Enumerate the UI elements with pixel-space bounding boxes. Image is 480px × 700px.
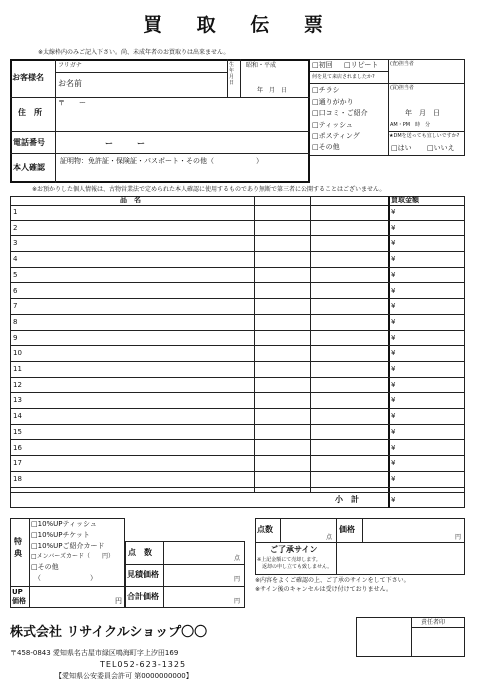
company-name: 株式会社 リサイクルショップ〇〇: [10, 625, 208, 640]
special-option-other[interactable]: □ その他: [31, 563, 59, 572]
visit-option-referral[interactable]: □ 口コミ・ご紹介: [312, 109, 368, 118]
item-row[interactable]: [10, 252, 465, 268]
repeat-visit-checkbox[interactable]: □ リピート: [344, 61, 378, 70]
item-row-number: 10: [13, 349, 22, 358]
items-header-name: 品 名: [120, 196, 141, 204]
item-row-number: 7: [13, 302, 18, 311]
points-field[interactable]: [165, 543, 231, 562]
responsible-seal-field[interactable]: [413, 629, 463, 655]
item-row-yen: ¥: [391, 302, 396, 311]
item-row-yen: ¥: [391, 270, 396, 279]
item-row-number: 9: [13, 333, 18, 342]
special-option-tissue[interactable]: □ 10%UPティッシュ: [31, 520, 97, 529]
name-field[interactable]: [90, 74, 225, 96]
item-row-number: 4: [13, 255, 18, 264]
subtotal-field[interactable]: [395, 494, 461, 506]
item-row[interactable]: [10, 472, 465, 488]
item-row-number: 13: [13, 396, 22, 405]
dm-yes-checkbox[interactable]: □ はい: [391, 144, 412, 153]
item-row[interactable]: [10, 378, 465, 394]
visit-option-posting[interactable]: □ ポスティング: [312, 132, 360, 141]
estimate-label: 見積価格: [127, 570, 159, 579]
item-row-yen: ¥: [391, 317, 396, 326]
document-title: 買 取 伝 票: [143, 14, 337, 36]
up-price-field[interactable]: [31, 588, 113, 606]
count-label: 点数: [257, 525, 273, 534]
item-row-yen: ¥: [391, 412, 396, 421]
item-row-number: 8: [13, 317, 18, 326]
item-row-number: 14: [13, 412, 22, 421]
birth-label: 生年月日: [229, 62, 235, 86]
item-row[interactable]: [10, 268, 465, 284]
item-row[interactable]: [10, 441, 465, 457]
item-row-yen: ¥: [391, 459, 396, 468]
item-row-number: 16: [13, 443, 22, 452]
first-visit-checkbox[interactable]: □ 初回: [312, 61, 333, 70]
points-label: 点 数: [128, 548, 152, 557]
item-row-number: 2: [13, 223, 18, 232]
birth-ymd: 年 月 日: [257, 87, 288, 94]
special-option-referral-card[interactable]: □ 10%UPご紹介カード: [31, 542, 105, 551]
item-row-yen: ¥: [391, 349, 396, 358]
company-address: 〒458-0843 愛知県名古屋市緑区鳴海町字上汐田169: [10, 649, 179, 657]
item-row-yen: ¥: [391, 223, 396, 232]
special-option-members-card[interactable]: □ メンバーズカード（ 円）: [31, 553, 114, 560]
item-row-number: 17: [13, 459, 22, 468]
company-license: 【愛知県公安委員会許可 第0000000000】: [55, 672, 193, 680]
item-row[interactable]: [10, 331, 465, 347]
buyer-label: (買)担当者: [390, 85, 414, 91]
top-notice: ※太線枠内のみご記入下さい。尚、未成年者のお買取りは出来ません。: [38, 49, 230, 56]
item-row[interactable]: [10, 346, 465, 362]
up-price-label: UP価格: [12, 588, 26, 605]
dm-no-checkbox[interactable]: □ いいえ: [427, 144, 455, 153]
summary-note-1: ※内容をよくご確認の上、ご了承のサインをして下さい。: [255, 577, 410, 584]
subtotal-yen: ¥: [391, 496, 396, 504]
item-row-yen: ¥: [391, 208, 396, 216]
item-row-number: 6: [13, 286, 18, 295]
count-unit: 点: [326, 534, 333, 541]
phone-field[interactable]: [57, 133, 307, 151]
item-row-number: 12: [13, 380, 22, 389]
item-row[interactable]: [10, 221, 465, 237]
id-check-label: 本人確認: [13, 163, 45, 172]
item-row[interactable]: [10, 425, 465, 441]
customer-name-label: お客様名: [12, 73, 44, 82]
summary-note-2: ※サイン後のキャンセルは受け付けておりません。: [255, 586, 392, 593]
total-label: 合計価格: [127, 592, 159, 601]
postal-code: 〒 ー: [58, 99, 86, 107]
item-row[interactable]: [10, 315, 465, 331]
count-field[interactable]: [282, 520, 322, 540]
consent-signature-field[interactable]: [338, 544, 463, 573]
furigana-label: フリガナ: [58, 62, 82, 69]
item-row[interactable]: [10, 299, 465, 315]
up-price-unit: 円: [115, 597, 122, 605]
address-label: 住 所: [18, 108, 42, 117]
id-proof-text: 証明物：免許証・保険証・パスポート・その他（ ）: [60, 157, 263, 165]
address-field[interactable]: [57, 109, 307, 129]
name-sub-label: お名前: [58, 79, 82, 88]
consent-note-2: 返却の申し立ても致しません。: [262, 564, 333, 570]
item-row-yen: ¥: [391, 380, 396, 389]
item-row-number: 5: [13, 270, 18, 279]
staff-block: [388, 59, 465, 156]
item-row-number: 18: [13, 474, 22, 483]
item-row-yen: ¥: [391, 239, 396, 248]
visit-option-passing[interactable]: □ 通りがかり: [312, 98, 354, 107]
item-row-yen: ¥: [391, 333, 396, 342]
visit-option-flyer[interactable]: □ チラシ: [312, 86, 340, 95]
item-row-number: 3: [13, 239, 18, 248]
item-row-number: 11: [13, 365, 22, 373]
company-tel: TEL052-623-1325: [100, 660, 187, 669]
visit-option-tissue[interactable]: □ ティッシュ: [312, 121, 353, 130]
item-row-yen: ¥: [391, 427, 396, 436]
special-option-ticket[interactable]: □ 10%UPチケット: [31, 531, 90, 540]
subtotal-label: 小 計: [335, 495, 359, 504]
responsible-label: 責任者印: [421, 619, 446, 626]
price-unit: 円: [455, 534, 462, 541]
item-row-yen: ¥: [391, 396, 396, 405]
phone-label: 電話番号: [13, 138, 45, 147]
item-row[interactable]: [10, 205, 465, 221]
item-row-yen: ¥: [391, 286, 396, 295]
price-field[interactable]: [364, 520, 452, 540]
consent-note-1: ※上記金額にて売却します。: [257, 557, 321, 563]
item-row-yen: ¥: [391, 443, 396, 452]
total-field[interactable]: [165, 588, 231, 606]
visit-option-other[interactable]: □ その他: [312, 143, 340, 152]
assessor-label: (査)担当者: [390, 61, 414, 67]
dm-question: ★DMを送っても宜しいですか?: [389, 133, 460, 139]
item-row-number: 15: [13, 427, 22, 436]
privacy-notice: ※お預かりした個人情報は、古物営業法で定められた本人確認に使用するものであり無断で第三者に公開することはございません。: [32, 186, 386, 193]
item-row[interactable]: [10, 409, 465, 425]
staff-time: AM・PM 時 分: [390, 122, 431, 128]
items-header-price: 買取金額: [391, 196, 419, 204]
birth-era: 昭和・平成: [246, 62, 277, 69]
furigana-field[interactable]: [90, 60, 225, 71]
consent-sign-label: ご了承サイン: [270, 545, 318, 554]
total-unit: 円: [234, 598, 241, 605]
special-label: 特典: [14, 537, 22, 558]
birth-field[interactable]: [242, 70, 308, 96]
visit-question: 何を見て来店されましたか?: [312, 74, 375, 80]
phone-dash: ー ー: [105, 139, 145, 148]
staff-ymd: 年 月 日: [405, 109, 440, 117]
item-row-yen: ¥: [391, 474, 396, 483]
item-row[interactable]: [10, 456, 465, 472]
item-row-yen: ¥: [391, 365, 396, 373]
item-row-yen: ¥: [391, 255, 396, 264]
item-row-number: 1: [13, 208, 18, 216]
points-unit: 点: [234, 555, 241, 562]
item-row[interactable]: [10, 284, 465, 300]
special-other-field[interactable]: （ ）: [34, 574, 97, 582]
estimate-unit: 円: [234, 576, 241, 583]
item-row[interactable]: [10, 362, 465, 378]
estimate-field[interactable]: [165, 566, 231, 584]
item-row[interactable]: [10, 236, 465, 252]
item-row[interactable]: [10, 393, 465, 409]
price-label: 価格: [339, 525, 355, 534]
